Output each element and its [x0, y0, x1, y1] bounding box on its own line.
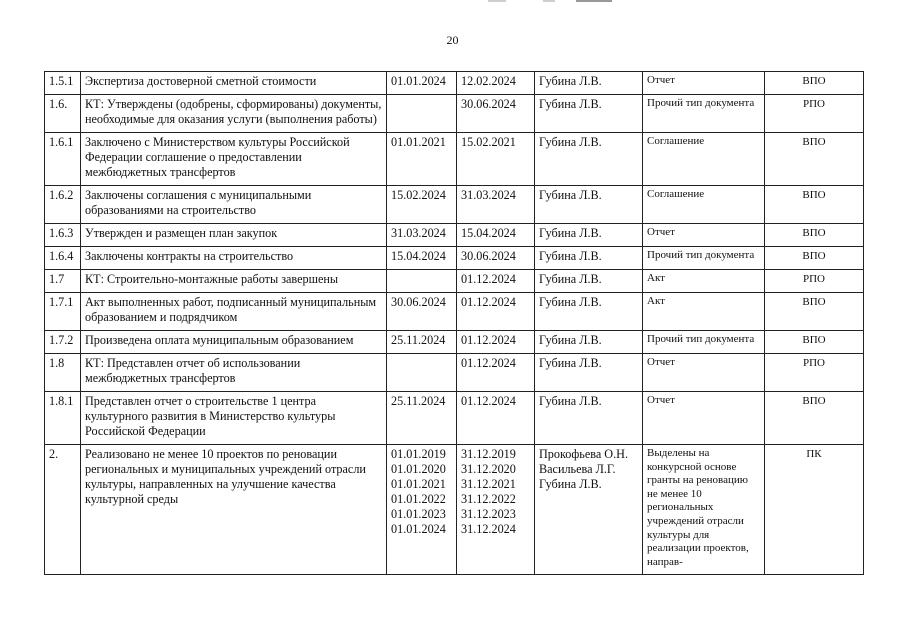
- responsible-person-line: Губина Л.В.: [539, 188, 602, 202]
- responsible-person: [535, 293, 643, 331]
- start-date-line: 01.01.2024: [391, 522, 446, 536]
- end-date: [457, 270, 535, 293]
- responsible-person: [535, 72, 643, 95]
- end-date-line: 01.12.2024: [461, 333, 516, 347]
- control-level: ВПО: [765, 72, 864, 95]
- row-number: 1.7: [45, 270, 81, 293]
- row-number: 1.5.1: [45, 72, 81, 95]
- start-date-line: 30.06.2024: [391, 295, 446, 309]
- table-row: [45, 95, 864, 133]
- responsible-person-line: Губина Л.В.: [539, 356, 602, 370]
- start-date-line: 15.04.2024: [391, 249, 446, 263]
- responsible-person-line: Губина Л.В.: [539, 394, 602, 408]
- document-type: Выделены на конкурсной основе гранты на реновацию не менее 10 региональных учреждений отрасли культуры для реализации проектов, направ-: [643, 445, 765, 575]
- row-name: Заключены контракты на строительство: [81, 247, 387, 270]
- end-date-line: 31.12.2020: [461, 462, 516, 476]
- document-type: Соглашение: [643, 133, 765, 186]
- responsible-person-line: Губина Л.В.: [539, 295, 602, 309]
- start-date: [387, 293, 457, 331]
- end-date-line: 01.12.2024: [461, 356, 516, 370]
- row-number: 1.7.2: [45, 331, 81, 354]
- responsible-person-line: Губина Л.В.: [539, 74, 602, 88]
- table-row: [45, 445, 864, 575]
- table-row: [45, 270, 864, 293]
- row-name: Заключены соглашения с муниципальными образованиями на строительство: [81, 186, 387, 224]
- row-name: КТ: Строительно-монтажные работы завершены: [81, 270, 387, 293]
- row-number: 1.7.1: [45, 293, 81, 331]
- control-level: РПО: [765, 354, 864, 392]
- responsible-person-line: Губина Л.В.: [539, 135, 602, 149]
- responsible-person: [535, 247, 643, 270]
- control-level: ВПО: [765, 224, 864, 247]
- table-row: [45, 247, 864, 270]
- control-level: РПО: [765, 270, 864, 293]
- end-date: [457, 354, 535, 392]
- table-row: [45, 133, 864, 186]
- control-level: ВПО: [765, 133, 864, 186]
- control-level: ВПО: [765, 392, 864, 445]
- responsible-person: [535, 95, 643, 133]
- end-date-line: 30.06.2024: [461, 97, 516, 111]
- control-level: РПО: [765, 95, 864, 133]
- control-level: ВПО: [765, 293, 864, 331]
- document-type: Акт: [643, 270, 765, 293]
- document-type: Отчет: [643, 354, 765, 392]
- end-date: [457, 224, 535, 247]
- end-date-line: 31.12.2019: [461, 447, 516, 461]
- row-number: 1.6.4: [45, 247, 81, 270]
- table-row: [45, 224, 864, 247]
- responsible-person-line: Губина Л.В.: [539, 272, 602, 286]
- row-number: 1.8.1: [45, 392, 81, 445]
- end-date: [457, 293, 535, 331]
- end-date-line: 12.02.2024: [461, 74, 516, 88]
- responsible-person-line: Губина Л.В.: [539, 249, 602, 263]
- row-number: 1.8: [45, 354, 81, 392]
- table-row: [45, 72, 864, 95]
- row-number: 1.6.2: [45, 186, 81, 224]
- responsible-person: [535, 133, 643, 186]
- table-row: [45, 186, 864, 224]
- start-date-line: 01.01.2024: [391, 74, 446, 88]
- row-name: Произведена оплата муниципальным образованием: [81, 331, 387, 354]
- responsible-person: [535, 392, 643, 445]
- start-date: [387, 72, 457, 95]
- responsible-person-line: Губина Л.В.: [539, 97, 602, 111]
- page-number: 20: [446, 33, 459, 47]
- plan-table: [44, 71, 864, 575]
- start-date: [387, 186, 457, 224]
- document-type: Отчет: [643, 72, 765, 95]
- end-date: [457, 133, 535, 186]
- start-date: [387, 270, 457, 293]
- end-date-line: 30.06.2024: [461, 249, 516, 263]
- start-date-line: 31.03.2024: [391, 226, 446, 240]
- document-type: Акт: [643, 293, 765, 331]
- control-level: ВПО: [765, 331, 864, 354]
- end-date: [457, 72, 535, 95]
- start-date: [387, 133, 457, 186]
- start-date: [387, 95, 457, 133]
- responsible-person-line: Губина Л.В.: [539, 477, 602, 491]
- responsible-person-line: Васильева Л.Г.: [539, 462, 616, 476]
- start-date-line: 01.01.2022: [391, 492, 446, 506]
- responsible-person: [535, 445, 643, 575]
- document-type: Прочий тип документа: [643, 331, 765, 354]
- responsible-person: [535, 224, 643, 247]
- row-name: Утвержден и размещен план закупок: [81, 224, 387, 247]
- start-date-line: 01.01.2021: [391, 135, 446, 149]
- end-date: [457, 331, 535, 354]
- document-type: Прочий тип документа: [643, 95, 765, 133]
- document-type: Соглашение: [643, 186, 765, 224]
- end-date-line: 15.04.2024: [461, 226, 516, 240]
- row-name: КТ: Представлен отчет об использовании межбюджетных трансфертов: [81, 354, 387, 392]
- row-name: Экспертиза достоверной сметной стоимости: [81, 72, 387, 95]
- end-date-line: 31.12.2023: [461, 507, 516, 521]
- start-date-line: 01.01.2019: [391, 447, 446, 461]
- end-date-line: 31.12.2022: [461, 492, 516, 506]
- start-date: [387, 392, 457, 445]
- table-row: [45, 331, 864, 354]
- end-date: [457, 445, 535, 575]
- end-date-line: 31.03.2024: [461, 188, 516, 202]
- end-date-line: 31.12.2021: [461, 477, 516, 491]
- responsible-person-line: Губина Л.В.: [539, 226, 602, 240]
- start-date: [387, 354, 457, 392]
- start-date-line: 01.01.2020: [391, 462, 446, 476]
- control-level: ПК: [765, 445, 864, 575]
- responsible-person: [535, 354, 643, 392]
- responsible-person-line: Прокофьева О.Н.: [539, 447, 628, 461]
- row-number: 1.6.3: [45, 224, 81, 247]
- row-name: Реализовано не менее 10 проектов по реновации региональных и муниципальных учреждений отрасли культуры, направленных на улучшение качества культурной среды: [81, 445, 387, 575]
- start-date: [387, 445, 457, 575]
- scan-artifact: [543, 0, 555, 2]
- start-date: [387, 224, 457, 247]
- row-number: 1.6.: [45, 95, 81, 133]
- start-date: [387, 247, 457, 270]
- row-name: Акт выполненных работ, подписанный муниципальным образованием и подрядчиком: [81, 293, 387, 331]
- document-type: Отчет: [643, 392, 765, 445]
- document-type: Отчет: [643, 224, 765, 247]
- end-date: [457, 247, 535, 270]
- responsible-person-line: Губина Л.В.: [539, 333, 602, 347]
- start-date: [387, 331, 457, 354]
- document-type: Прочий тип документа: [643, 247, 765, 270]
- start-date-line: 25.11.2024: [391, 333, 446, 347]
- table-row: [45, 354, 864, 392]
- end-date-line: 01.12.2024: [461, 394, 516, 408]
- start-date-line: 01.01.2021: [391, 477, 446, 491]
- control-level: ВПО: [765, 247, 864, 270]
- end-date-line: 15.02.2021: [461, 135, 516, 149]
- table-row: [45, 392, 864, 445]
- end-date-line: 01.12.2024: [461, 295, 516, 309]
- responsible-person: [535, 186, 643, 224]
- row-name: Заключено с Министерством культуры Российской Федерации соглашение о предоставлении межбюджетных трансфертов: [81, 133, 387, 186]
- end-date: [457, 392, 535, 445]
- end-date-line: 31.12.2024: [461, 522, 516, 536]
- table-row: [45, 293, 864, 331]
- responsible-person: [535, 270, 643, 293]
- start-date-line: 15.02.2024: [391, 188, 446, 202]
- scan-artifact: [488, 0, 506, 2]
- row-number: 2.: [45, 445, 81, 575]
- row-name: Представлен отчет о строительстве 1 центра культурного развития в Министерство культуры Российской Федерации: [81, 392, 387, 445]
- start-date-line: 01.01.2023: [391, 507, 446, 521]
- end-date: [457, 186, 535, 224]
- start-date-line: 25.11.2024: [391, 394, 446, 408]
- plan-table-body: [45, 72, 864, 575]
- row-number: 1.6.1: [45, 133, 81, 186]
- responsible-person: [535, 331, 643, 354]
- row-name: КТ: Утверждены (одобрены, сформированы) документы, необходимые для оказания услуги (выполнения работы): [81, 95, 387, 133]
- end-date: [457, 95, 535, 133]
- end-date-line: 01.12.2024: [461, 272, 516, 286]
- scan-artifact: [576, 0, 612, 2]
- control-level: ВПО: [765, 186, 864, 224]
